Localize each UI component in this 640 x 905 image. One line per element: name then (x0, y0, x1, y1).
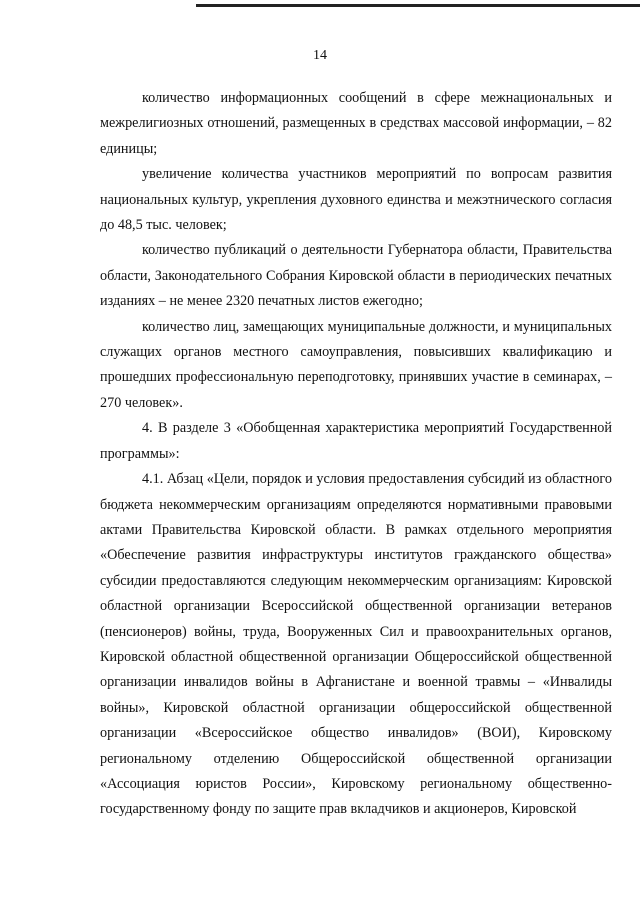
paragraph-section-3: 4. В разделе 3 «Обобщенная характеристика мероприятий Государственной программы»: (100, 420, 612, 462)
paragraph-event-participants: увеличение количества участников мероприятий по вопросам развития национальных культур, укрепления духовного единства и межэтнического согласия до 48,5 тыс. человек; (100, 166, 612, 234)
paragraph-publications: количество публикаций о деятельности Губернатора области, Правительства области, Законодательного Собрания Кировской области в периодических печатных изданиях – не менее 2320 печатных листов ежегодно; (100, 242, 612, 310)
page-number: 14 (313, 48, 327, 63)
paragraph-training: количество лиц, замещающих муниципальные должности, и муниципальных служащих органов местного самоуправления, повысивших квалификацию и прошедших профессиональную переподготовку, принявших участие в семинарах, – 270 человек». (100, 318, 612, 411)
document-body (100, 86, 612, 823)
paragraph-info-messages: количество информационных сообщений в сфере межнациональных и межрелигиозных отношений, размещенных в средствах массовой информации, – 82 единицы; (100, 90, 612, 157)
paragraph-subsidies: 4.1. Абзац «Цели, порядок и условия предоставления субсидий из областного бюджета некоммерческим организациям определяются нормативными правовыми актами Правительства Кировской области. В рамках отдельного мероприятия «Обеспечение развития инфраструктуры институтов гражданского общества» субсидии предоставляются следующим некоммерческим организациям: Кировской областной организации Всероссийской общественной организации ветеранов (пенсионеров) войны, труда, Вооруженных Сил и правоохранительных органов, Кировской областной общественной организации Общероссийской общественной организации инвалидов войны в Афганистане и военной травмы – «Инвалиды войны», Кировской областной организации общероссийской общественной организации «Всероссийское общество инвалидов» (ВОИ), Кировскому региональному отделению Общероссийской общественной организации «Ассоциация юристов России», Кировскому региональному общественно-государственному фонду по защите прав вкладчиков и акционеров, Кировской (100, 471, 612, 818)
top-border-rule (196, 4, 640, 7)
